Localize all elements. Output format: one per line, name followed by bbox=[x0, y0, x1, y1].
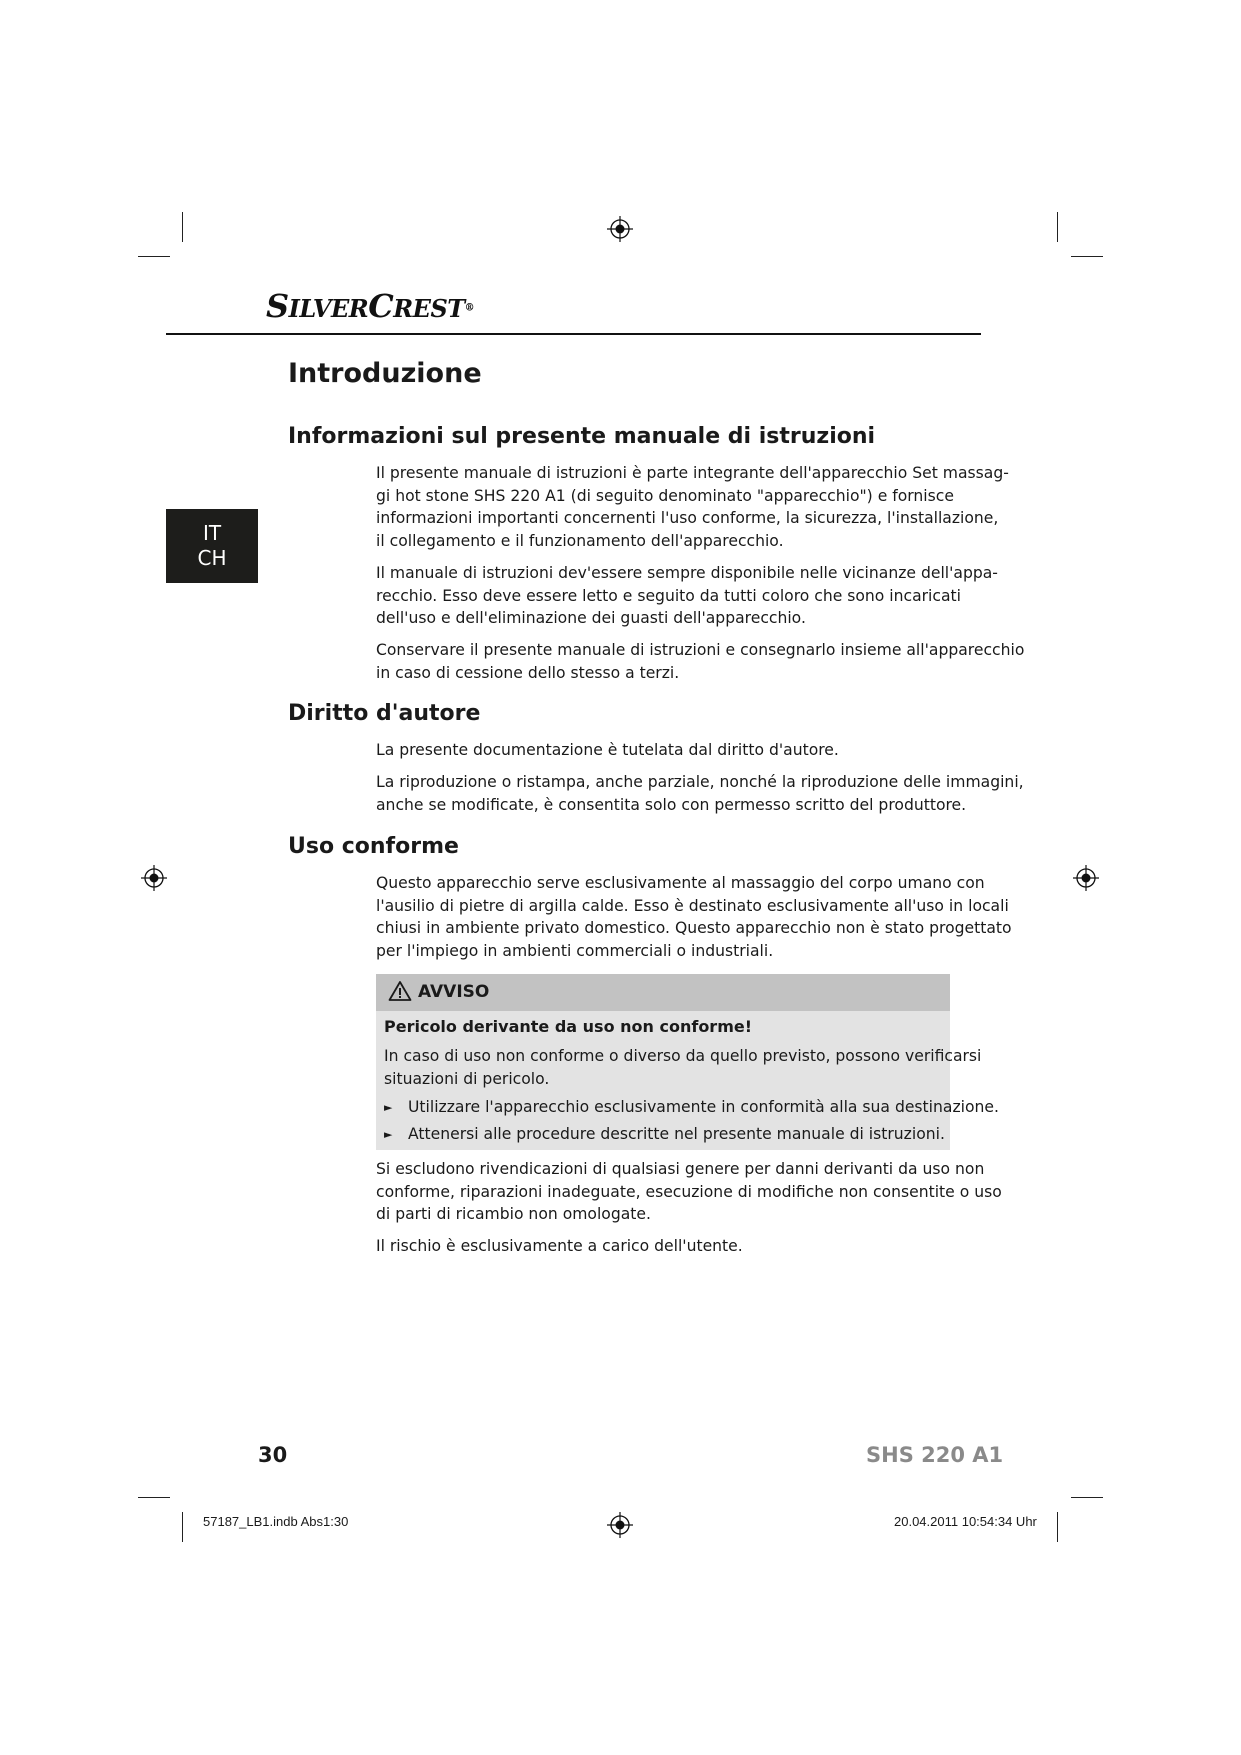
brand-logo: SILVERCREST® bbox=[266, 287, 475, 325]
paragraph: La presente documentazione è tutelata dal diritto d'autore. bbox=[376, 741, 839, 759]
list-item: ► Utilizzare l'apparecchio esclusivamente in conformità alla sua destinazione. bbox=[384, 1098, 999, 1116]
list-item: ► Attenersi alle procedure descritte nel presente manuale di istruzioni. bbox=[384, 1125, 945, 1143]
warning-title: AVVISO bbox=[418, 982, 490, 1002]
registration-mark-icon bbox=[1073, 865, 1099, 891]
paragraph: Il manuale di istruzioni dev'essere sempre disponibile nelle vicinanze dell'appa- recchio. Esso deve essere letto e seguito da tutti coloro che sono incaricati dell'uso e dell'eliminazione dei guasti dell'apparecchio. bbox=[376, 564, 998, 627]
section-heading: Uso conforme bbox=[288, 834, 459, 859]
print-file-info: 57187_LB1.indb Abs1:30 bbox=[203, 1514, 349, 1529]
warning-triangle-icon bbox=[388, 980, 412, 1002]
crop-mark bbox=[1071, 256, 1103, 257]
header-rule bbox=[166, 333, 981, 335]
crop-mark bbox=[1057, 212, 1058, 242]
country-code: CH bbox=[197, 546, 227, 570]
registration-mark-icon bbox=[141, 865, 167, 891]
paragraph: Si escludono rivendicazioni di qualsiasi genere per danni derivanti da uso non conforme, riparazioni inadeguate, esecuzione di modifiche non consentite o uso di parti di ricambio non omologate. bbox=[376, 1160, 1002, 1223]
language-tab bbox=[166, 509, 258, 583]
crop-mark bbox=[182, 1512, 183, 1542]
crop-mark bbox=[1071, 1497, 1103, 1498]
crop-mark bbox=[182, 212, 183, 242]
page-number: 30 bbox=[258, 1443, 288, 1467]
paragraph: Il presente manuale di istruzioni è parte integrante dell'apparecchio Set massag- gi hot stone SHS 220 A1 (di seguito denominato "apparecchio") e fornisce informazioni importanti concernenti l'uso conforme, la sicurezza, l'installazione, il collegamento e il funzionamento dell'apparecchio. bbox=[376, 464, 1009, 550]
warning-text: In caso di uso non conforme o diverso da quello previsto, possono verificarsi situazioni di pericolo. bbox=[384, 1047, 982, 1088]
crop-mark bbox=[1057, 1512, 1058, 1542]
paragraph: Il rischio è esclusivamente a carico dell'utente. bbox=[376, 1237, 743, 1255]
bullet-arrow-icon: ► bbox=[384, 1128, 393, 1141]
paragraph: Conservare il presente manuale di istruzioni e consegnarlo insieme all'apparecchio in caso di cessione dello stesso a terzi. bbox=[376, 641, 1025, 682]
crop-mark bbox=[138, 256, 170, 257]
warning-header bbox=[376, 974, 950, 1011]
page-title: Introduzione bbox=[288, 358, 482, 389]
section-heading: Informazioni sul presente manuale di istruzioni bbox=[288, 424, 876, 449]
warning-subtitle: Pericolo derivante da uso non conforme! bbox=[384, 1017, 753, 1036]
print-timestamp: 20.04.2011 10:54:34 Uhr bbox=[894, 1514, 1037, 1529]
language-code: IT bbox=[202, 521, 222, 545]
bullet-arrow-icon: ► bbox=[384, 1101, 393, 1114]
registration-mark-icon bbox=[607, 216, 633, 242]
paragraph: Questo apparecchio serve esclusivamente al massaggio del corpo umano con l'ausilio di pietre di argilla calde. Esso è destinato esclusivamente all'uso in locali chiusi in ambiente privato domestico. Questo apparecchio non è stato progettato per l'impiego in ambienti commerciali o industriali. bbox=[376, 874, 1012, 960]
section-heading: Diritto d'autore bbox=[288, 701, 481, 726]
warning-box bbox=[376, 974, 999, 1150]
registration-mark-icon bbox=[607, 1512, 633, 1538]
crop-mark bbox=[138, 1497, 170, 1498]
model-number: SHS 220 A1 bbox=[866, 1443, 1004, 1467]
paragraph: La riproduzione o ristampa, anche parziale, nonché la riproduzione delle immagini, anche se modificate, è consentita solo con permesso scritto del produttore. bbox=[376, 773, 1024, 814]
